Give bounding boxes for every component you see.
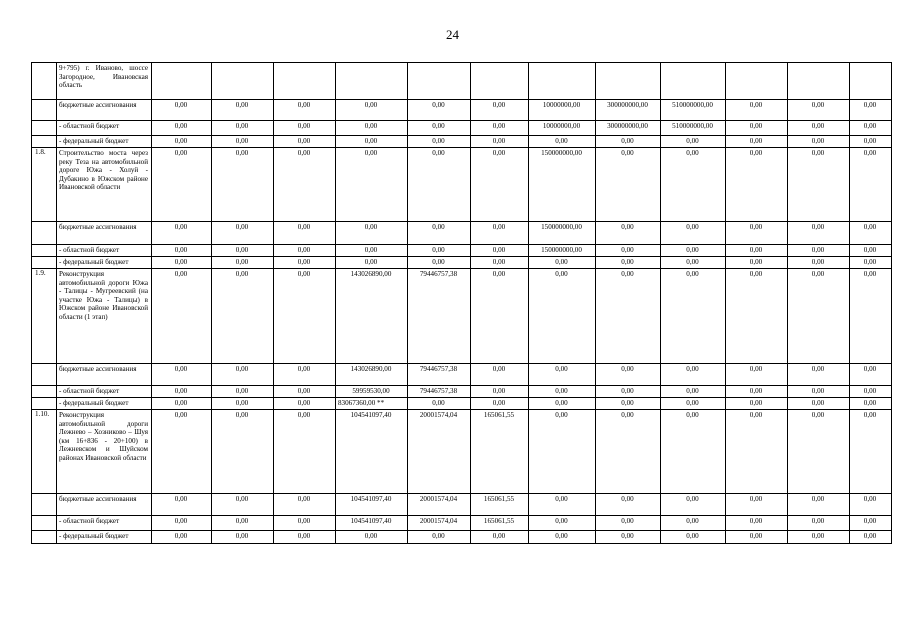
value-cell: 300000000,00 bbox=[596, 100, 661, 121]
row-name-cell: - федеральный бюджет bbox=[57, 257, 152, 269]
row-index-cell bbox=[32, 121, 57, 136]
value-cell: 0,00 bbox=[152, 100, 212, 121]
value-cell: 83067360,00 ** bbox=[336, 398, 408, 410]
value-cell: 0,00 bbox=[726, 364, 788, 386]
row-index-cell bbox=[32, 364, 57, 386]
table-body bbox=[32, 63, 892, 544]
row-name-cell: - областной бюджет bbox=[57, 245, 152, 257]
value-cell: 0,00 bbox=[408, 398, 471, 410]
table-row bbox=[32, 136, 892, 148]
value-cell: 0,00 bbox=[726, 386, 788, 398]
value-cell: 0,00 bbox=[529, 410, 596, 494]
value-cell: 0,00 bbox=[726, 269, 788, 364]
value-cell: 0,00 bbox=[726, 516, 788, 531]
value-cell: 0,00 bbox=[152, 364, 212, 386]
value-cell: 143026890,00 bbox=[336, 364, 408, 386]
value-cell: 0,00 bbox=[788, 386, 850, 398]
value-cell: 0,00 bbox=[788, 245, 850, 257]
value-cell: 0,00 bbox=[152, 494, 212, 516]
row-name-cell: Реконструкция автомобильной дороги Лежнево – Хозниково – Шуя (км 16+836 - 20+100) в Лежневском и Шуйском районах Ивановской области bbox=[57, 410, 152, 494]
table-row bbox=[32, 386, 892, 398]
value-cell: 0,00 bbox=[788, 410, 850, 494]
value-cell: 150000000,00 bbox=[529, 245, 596, 257]
value-cell bbox=[529, 63, 596, 100]
value-cell: 0,00 bbox=[408, 531, 471, 544]
value-cell: 0,00 bbox=[850, 269, 892, 364]
value-cell bbox=[274, 63, 336, 100]
value-cell: 79446757,38 bbox=[408, 364, 471, 386]
value-cell: 0,00 bbox=[471, 136, 529, 148]
value-cell: 0,00 bbox=[212, 494, 274, 516]
value-cell: 0,00 bbox=[408, 222, 471, 245]
value-cell: 0,00 bbox=[212, 269, 274, 364]
value-cell: 10000000,00 bbox=[529, 121, 596, 136]
value-cell: 0,00 bbox=[152, 269, 212, 364]
value-cell: 0,00 bbox=[661, 410, 726, 494]
value-cell bbox=[408, 63, 471, 100]
value-cell: 0,00 bbox=[471, 148, 529, 222]
value-cell: 0,00 bbox=[850, 245, 892, 257]
table-row bbox=[32, 516, 892, 531]
value-cell: 0,00 bbox=[408, 136, 471, 148]
value-cell: 0,00 bbox=[471, 100, 529, 121]
row-name-cell: 9+795) г. Иваново, шоссе Загородное, Ивановская область bbox=[57, 63, 152, 100]
table-row bbox=[32, 257, 892, 269]
value-cell: 0,00 bbox=[596, 531, 661, 544]
value-cell: 0,00 bbox=[152, 410, 212, 494]
value-cell: 0,00 bbox=[726, 222, 788, 245]
value-cell: 0,00 bbox=[850, 222, 892, 245]
value-cell: 104541097,40 bbox=[336, 494, 408, 516]
value-cell: 0,00 bbox=[726, 494, 788, 516]
value-cell: 0,00 bbox=[408, 148, 471, 222]
value-cell bbox=[212, 63, 274, 100]
table-row bbox=[32, 245, 892, 257]
value-cell: 0,00 bbox=[274, 494, 336, 516]
value-cell: 0,00 bbox=[850, 494, 892, 516]
row-name-cell: - областной бюджет bbox=[57, 121, 152, 136]
value-cell: 0,00 bbox=[274, 410, 336, 494]
value-cell: 0,00 bbox=[152, 386, 212, 398]
value-cell: 104541097,40 bbox=[336, 410, 408, 494]
value-cell: 0,00 bbox=[596, 398, 661, 410]
value-cell: 0,00 bbox=[152, 257, 212, 269]
value-cell: 0,00 bbox=[336, 121, 408, 136]
row-index-cell bbox=[32, 386, 57, 398]
value-cell: 0,00 bbox=[529, 531, 596, 544]
value-cell: 0,00 bbox=[596, 222, 661, 245]
value-cell: 0,00 bbox=[596, 494, 661, 516]
value-cell bbox=[661, 63, 726, 100]
value-cell: 0,00 bbox=[152, 245, 212, 257]
value-cell: 0,00 bbox=[212, 100, 274, 121]
value-cell: 0,00 bbox=[471, 121, 529, 136]
value-cell: 0,00 bbox=[152, 222, 212, 245]
value-cell: 79446757,38 bbox=[408, 269, 471, 364]
value-cell: 0,00 bbox=[529, 494, 596, 516]
value-cell: 0,00 bbox=[788, 531, 850, 544]
table-row bbox=[32, 222, 892, 245]
value-cell: 300000000,00 bbox=[596, 121, 661, 136]
value-cell: 0,00 bbox=[726, 100, 788, 121]
value-cell: 0,00 bbox=[274, 269, 336, 364]
value-cell: 0,00 bbox=[661, 516, 726, 531]
value-cell: 0,00 bbox=[596, 364, 661, 386]
value-cell: 0,00 bbox=[661, 269, 726, 364]
value-cell: 0,00 bbox=[212, 245, 274, 257]
table-row bbox=[32, 269, 892, 364]
row-index-cell bbox=[32, 516, 57, 531]
value-cell: 104541097,40 bbox=[336, 516, 408, 531]
row-name-cell: бюджетные ассигнования bbox=[57, 222, 152, 245]
value-cell: 0,00 bbox=[661, 257, 726, 269]
value-cell: 0,00 bbox=[850, 364, 892, 386]
value-cell: 0,00 bbox=[274, 136, 336, 148]
value-cell: 0,00 bbox=[336, 136, 408, 148]
value-cell bbox=[850, 63, 892, 100]
value-cell: 0,00 bbox=[850, 531, 892, 544]
value-cell bbox=[152, 63, 212, 100]
value-cell: 0,00 bbox=[529, 257, 596, 269]
value-cell: 510000000,00 bbox=[661, 121, 726, 136]
value-cell: 0,00 bbox=[661, 531, 726, 544]
value-cell: 165061,55 bbox=[471, 410, 529, 494]
row-name-cell: - федеральный бюджет bbox=[57, 398, 152, 410]
row-name-cell: Строительство моста через реку Теза на автомобильной дороге Южа - Холуй - Дубакино в Южском районе Ивановской области bbox=[57, 148, 152, 222]
row-index-cell bbox=[32, 245, 57, 257]
value-cell: 0,00 bbox=[212, 222, 274, 245]
value-cell: 0,00 bbox=[274, 100, 336, 121]
value-cell: 0,00 bbox=[274, 516, 336, 531]
value-cell: 0,00 bbox=[529, 398, 596, 410]
value-cell: 0,00 bbox=[274, 121, 336, 136]
value-cell: 0,00 bbox=[661, 136, 726, 148]
value-cell: 0,00 bbox=[850, 136, 892, 148]
value-cell: 165061,55 bbox=[471, 494, 529, 516]
value-cell bbox=[471, 63, 529, 100]
row-index-cell bbox=[32, 398, 57, 410]
value-cell: 143026890,00 bbox=[336, 269, 408, 364]
table-row bbox=[32, 100, 892, 121]
row-index-cell: 1.8. bbox=[32, 148, 57, 222]
value-cell: 0,00 bbox=[336, 222, 408, 245]
value-cell: 165061,55 bbox=[471, 516, 529, 531]
value-cell: 0,00 bbox=[788, 269, 850, 364]
value-cell: 0,00 bbox=[726, 148, 788, 222]
value-cell: 0,00 bbox=[661, 222, 726, 245]
row-name-cell: - областной бюджет bbox=[57, 516, 152, 531]
value-cell bbox=[788, 63, 850, 100]
value-cell: 0,00 bbox=[152, 531, 212, 544]
value-cell: 20001574,04 bbox=[408, 410, 471, 494]
row-name-cell: - федеральный бюджет bbox=[57, 531, 152, 544]
value-cell: 0,00 bbox=[726, 121, 788, 136]
value-cell bbox=[726, 63, 788, 100]
value-cell: 0,00 bbox=[274, 531, 336, 544]
value-cell: 0,00 bbox=[788, 222, 850, 245]
value-cell: 10000000,00 bbox=[529, 100, 596, 121]
value-cell: 0,00 bbox=[152, 516, 212, 531]
row-index-cell bbox=[32, 100, 57, 121]
row-name-cell: бюджетные ассигнования bbox=[57, 494, 152, 516]
value-cell: 0,00 bbox=[408, 100, 471, 121]
value-cell: 0,00 bbox=[596, 257, 661, 269]
row-index-cell bbox=[32, 136, 57, 148]
value-cell: 0,00 bbox=[529, 269, 596, 364]
value-cell: 0,00 bbox=[336, 257, 408, 269]
value-cell: 0,00 bbox=[788, 516, 850, 531]
value-cell: 0,00 bbox=[408, 245, 471, 257]
value-cell: 0,00 bbox=[788, 100, 850, 121]
value-cell: 0,00 bbox=[661, 398, 726, 410]
value-cell: 0,00 bbox=[336, 148, 408, 222]
row-index-cell: 1.10. bbox=[32, 410, 57, 494]
table-row bbox=[32, 63, 892, 100]
row-name-cell: - федеральный бюджет bbox=[57, 136, 152, 148]
table-row bbox=[32, 398, 892, 410]
value-cell: 0,00 bbox=[850, 410, 892, 494]
value-cell: 0,00 bbox=[529, 386, 596, 398]
value-cell: 0,00 bbox=[850, 516, 892, 531]
table-row bbox=[32, 531, 892, 544]
value-cell: 0,00 bbox=[408, 257, 471, 269]
value-cell: 0,00 bbox=[661, 245, 726, 257]
value-cell: 0,00 bbox=[788, 364, 850, 386]
value-cell bbox=[596, 63, 661, 100]
value-cell: 0,00 bbox=[212, 410, 274, 494]
value-cell: 0,00 bbox=[274, 148, 336, 222]
value-cell: 59959530,00 bbox=[336, 386, 408, 398]
value-cell: 0,00 bbox=[274, 398, 336, 410]
value-cell: 0,00 bbox=[212, 531, 274, 544]
value-cell: 0,00 bbox=[471, 364, 529, 386]
table-row bbox=[32, 148, 892, 222]
value-cell: 0,00 bbox=[274, 222, 336, 245]
value-cell: 0,00 bbox=[596, 386, 661, 398]
value-cell: 0,00 bbox=[850, 398, 892, 410]
value-cell: 0,00 bbox=[336, 245, 408, 257]
value-cell: 0,00 bbox=[726, 531, 788, 544]
table-row bbox=[32, 364, 892, 386]
value-cell: 0,00 bbox=[471, 257, 529, 269]
value-cell: 0,00 bbox=[726, 410, 788, 494]
value-cell: 0,00 bbox=[850, 148, 892, 222]
value-cell: 0,00 bbox=[274, 386, 336, 398]
value-cell bbox=[336, 63, 408, 100]
value-cell: 0,00 bbox=[788, 398, 850, 410]
value-cell: 0,00 bbox=[661, 494, 726, 516]
value-cell: 0,00 bbox=[212, 136, 274, 148]
table-row bbox=[32, 121, 892, 136]
row-name-cell: - областной бюджет bbox=[57, 386, 152, 398]
budget-table bbox=[31, 62, 892, 544]
row-name-cell: бюджетные ассигнования bbox=[57, 100, 152, 121]
value-cell: 0,00 bbox=[726, 257, 788, 269]
value-cell: 150000000,00 bbox=[529, 222, 596, 245]
row-index-cell: 1.9. bbox=[32, 269, 57, 364]
value-cell: 0,00 bbox=[408, 121, 471, 136]
value-cell: 0,00 bbox=[471, 531, 529, 544]
value-cell: 0,00 bbox=[471, 269, 529, 364]
value-cell: 0,00 bbox=[596, 136, 661, 148]
value-cell: 0,00 bbox=[152, 398, 212, 410]
value-cell: 0,00 bbox=[850, 100, 892, 121]
value-cell: 0,00 bbox=[788, 494, 850, 516]
row-index-cell bbox=[32, 494, 57, 516]
row-name-cell: бюджетные ассигнования bbox=[57, 364, 152, 386]
row-index-cell bbox=[32, 257, 57, 269]
table-row bbox=[32, 494, 892, 516]
value-cell: 510000000,00 bbox=[661, 100, 726, 121]
value-cell: 0,00 bbox=[336, 531, 408, 544]
value-cell: 0,00 bbox=[596, 148, 661, 222]
value-cell: 0,00 bbox=[152, 136, 212, 148]
value-cell: 0,00 bbox=[661, 148, 726, 222]
value-cell: 0,00 bbox=[274, 245, 336, 257]
value-cell: 0,00 bbox=[152, 121, 212, 136]
value-cell: 0,00 bbox=[212, 398, 274, 410]
value-cell: 150000000,00 bbox=[529, 148, 596, 222]
value-cell: 0,00 bbox=[596, 269, 661, 364]
value-cell: 0,00 bbox=[471, 386, 529, 398]
value-cell: 0,00 bbox=[471, 222, 529, 245]
value-cell: 0,00 bbox=[152, 148, 212, 222]
row-index-cell bbox=[32, 63, 57, 100]
value-cell: 0,00 bbox=[726, 136, 788, 148]
value-cell: 0,00 bbox=[850, 257, 892, 269]
row-name-cell: Реконструкция автомобильной дороги Южа - Талицы - Мугреевский (на участке Южа - Талицы) в Южском районе Ивановской области (1 этап) bbox=[57, 269, 152, 364]
value-cell: 0,00 bbox=[529, 516, 596, 531]
value-cell: 0,00 bbox=[212, 121, 274, 136]
value-cell: 0,00 bbox=[274, 364, 336, 386]
value-cell: 0,00 bbox=[661, 386, 726, 398]
value-cell: 20001574,04 bbox=[408, 494, 471, 516]
value-cell: 79446757,38 bbox=[408, 386, 471, 398]
table-row bbox=[32, 410, 892, 494]
value-cell: 0,00 bbox=[788, 121, 850, 136]
page-number: 24 bbox=[446, 27, 459, 42]
value-cell: 0,00 bbox=[596, 516, 661, 531]
value-cell: 0,00 bbox=[274, 257, 336, 269]
value-cell: 0,00 bbox=[529, 364, 596, 386]
value-cell: 0,00 bbox=[788, 257, 850, 269]
value-cell: 0,00 bbox=[788, 148, 850, 222]
value-cell: 0,00 bbox=[336, 100, 408, 121]
value-cell: 0,00 bbox=[788, 136, 850, 148]
value-cell: 0,00 bbox=[212, 148, 274, 222]
value-cell: 0,00 bbox=[850, 386, 892, 398]
value-cell: 0,00 bbox=[596, 410, 661, 494]
value-cell: 0,00 bbox=[212, 364, 274, 386]
value-cell: 20001574,04 bbox=[408, 516, 471, 531]
value-cell: 0,00 bbox=[726, 398, 788, 410]
value-cell: 0,00 bbox=[850, 121, 892, 136]
value-cell: 0,00 bbox=[212, 257, 274, 269]
value-cell: 0,00 bbox=[471, 245, 529, 257]
value-cell: 0,00 bbox=[726, 245, 788, 257]
value-cell: 0,00 bbox=[661, 364, 726, 386]
row-index-cell bbox=[32, 222, 57, 245]
value-cell: 0,00 bbox=[212, 516, 274, 531]
value-cell: 0,00 bbox=[529, 136, 596, 148]
value-cell: 0,00 bbox=[471, 398, 529, 410]
value-cell: 0,00 bbox=[212, 386, 274, 398]
value-cell: 0,00 bbox=[596, 245, 661, 257]
row-index-cell bbox=[32, 531, 57, 544]
